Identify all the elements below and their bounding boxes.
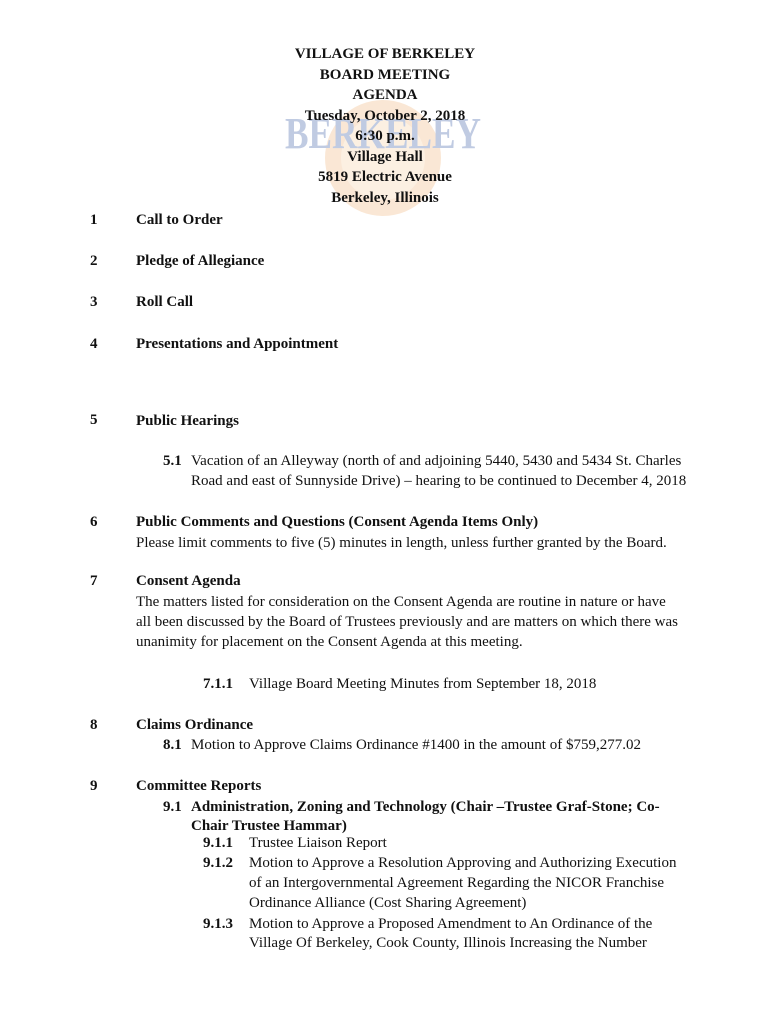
subitem-text-9-1-3-line-2: Village Of Berkeley, Cook County, Illinois Increasing the Number (249, 935, 647, 951)
header-line-2: BOARD MEETING (319, 66, 451, 83)
agenda-header (0, 44, 770, 208)
header-line-4: Tuesday, October 2, 2018 (304, 107, 466, 124)
item-number-4: 4 (90, 336, 98, 352)
subitem-text-5-1-line-1: Vacation of an Alleyway (north of and adjoining 5440, 5430 and 5434 St. Charles (191, 453, 682, 469)
header-line-5: 6:30 p.m. (355, 128, 415, 144)
header-line-3: AGENDA (352, 87, 418, 103)
subitem-text-9-1-2-line-1: Motion to Approve a Resolution Approving and Authorizing Execution (249, 855, 677, 871)
item-title-6: Public Comments and Questions (Consent Agenda Items Only) (136, 514, 539, 530)
subitem-text-9-1-3-line-1: Motion to Approve a Proposed Amendment to An Ordinance of the (249, 916, 653, 932)
item-6-note: Please limit comments to five (5) minutes in length, unless further granted by the Board. (136, 535, 667, 551)
item-number-8: 8 (90, 717, 98, 733)
subitem-number-9-1: 9.1 (163, 799, 182, 815)
header-line-8: Berkeley, Illinois (331, 189, 439, 206)
item-7-paragraph-line-1: The matters listed for consideration on the Consent Agenda are routine in nature or have (136, 594, 666, 610)
subitem-text-9-1-2-line-2: of an Intergovernmental Agreement Regarding the NICOR Franchise (249, 875, 665, 891)
subitem-text-9-1-1: Trustee Liaison Report (249, 835, 387, 851)
item-7-paragraph-line-2: all been discussed by the Board of Trustees previously and are matters on which there was (136, 614, 678, 630)
item-title-9: Committee Reports (136, 778, 262, 794)
item-number-6: 6 (90, 514, 98, 530)
subitem-number-9-1-2: 9.1.2 (203, 855, 233, 871)
header-line-1: VILLAGE OF BERKELEY (294, 46, 476, 62)
item-number-5: 5 (90, 412, 98, 428)
item-title-2: Pledge of Allegiance (136, 253, 265, 269)
item-title-8: Claims Ordinance (136, 717, 254, 733)
subitem-text-8-1: Motion to Approve Claims Ordinance #1400 in the amount of $759,277.02 (191, 737, 641, 753)
item-title-7: Consent Agenda (136, 573, 241, 589)
subitem-number-9-1-3: 9.1.3 (203, 916, 233, 932)
header-line-7: 5819 Electric Avenue (318, 169, 452, 185)
subitem-title-9-1-line-1: Administration, Zoning and Technology (Chair –Trustee Graf-Stone; Co- (191, 799, 660, 815)
item-7-paragraph-line-3: unanimity for placement on the Consent Agenda at this meeting. (136, 634, 523, 650)
item-number-1: 1 (90, 212, 98, 228)
subitem-number-5-1: 5.1 (163, 453, 182, 469)
item-number-3: 3 (90, 294, 98, 310)
item-title-3: Roll Call (136, 294, 194, 310)
subitem-number-8-1: 8.1 (163, 737, 182, 753)
subitem-text-7-1-1: Village Board Meeting Minutes from September 18, 2018 (249, 676, 597, 692)
watermark-text: BERKELEY (285, 109, 481, 158)
subitem-text-5-1-line-2: Road and east of Sunnyside Drive) – hearing to be continued to December 4, 2018 (191, 473, 687, 489)
item-title-5: Public Hearings (136, 413, 239, 429)
subitem-number-7-1-1: 7.1.1 (203, 676, 233, 692)
subitem-number-9-1-1: 9.1.1 (203, 835, 233, 851)
item-title-1: Call to Order (136, 212, 223, 228)
subitem-text-9-1-2-line-3: Ordinance Alliance (Cost Sharing Agreement) (249, 895, 527, 911)
header-line-6: Village Hall (347, 148, 423, 165)
item-number-7: 7 (90, 573, 98, 589)
subitem-title-9-1-line-2: Chair Trustee Hammar) (191, 818, 347, 834)
item-number-2: 2 (90, 253, 98, 269)
item-title-4: Presentations and Appointment (136, 336, 339, 352)
item-number-9: 9 (90, 778, 98, 794)
